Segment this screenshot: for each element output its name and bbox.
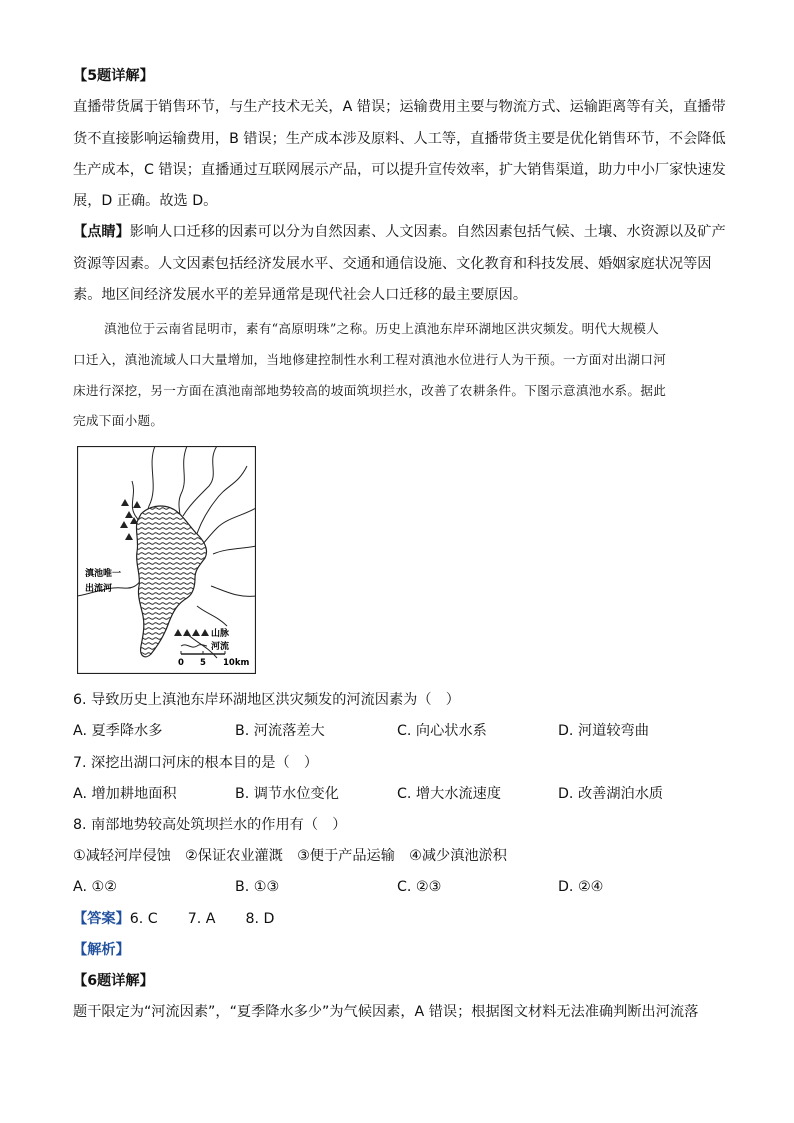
answer-7: 7. A xyxy=(187,911,216,927)
legend-mountain: 山脉 xyxy=(211,629,230,639)
dianchi-water-system-map xyxy=(77,446,256,674)
answer-line xyxy=(73,909,274,929)
q7-stem: 7. 深挖出湖口河床的根本目的是（ ） xyxy=(73,755,319,771)
scale-5: 5 xyxy=(200,658,206,668)
q7-option-c[interactable]: C. 增大水流速度 xyxy=(397,786,502,802)
q8-option-c[interactable]: C. ②③ xyxy=(397,879,442,895)
comment-line-1 xyxy=(73,222,726,242)
legend-river: 河流 xyxy=(211,642,230,652)
q6-stem: 6. 导致历史上滇池东岸环湖地区洪灾频发的河流因素为（ ） xyxy=(73,692,460,708)
section6-line-1: 题干限定为“河流因素”，“夏季降水多少”为气候因素，A 错误；根据图文材料无法准确判断出河流落 xyxy=(73,1004,699,1020)
analysis-label: 【解析】 xyxy=(73,942,130,958)
q8-option-a[interactable]: A. ①② xyxy=(73,879,117,895)
q6-option-d[interactable]: D. 河道较弯曲 xyxy=(558,723,649,739)
q6-option-a[interactable]: A. 夏季降水多 xyxy=(73,723,163,739)
section5-line-2: 货不直接影响运输费用，B 错误；生产成本涉及原料、人工等，直播带货主要是优化销售环节，不会降低 xyxy=(73,131,726,147)
comment-line-2: 资源等因素。人文因素包括经济发展水平、交通和通信设施、文化教育和科技发展、婚姻家庭状况等因 xyxy=(73,256,712,272)
passage-line-1: 滇池位于云南省昆明市，素有“高原明珠”之称。历史上滇池东岸环湖地区洪灾频发。明代大规模人 xyxy=(104,321,660,336)
q6-option-b[interactable]: B. 河流落差大 xyxy=(235,723,325,739)
outlet-label-1: 滇池唯一 xyxy=(85,569,122,579)
comment-label: 【点睛】 xyxy=(73,224,130,240)
q7-option-d[interactable]: D. 改善湖泊水质 xyxy=(558,786,664,802)
answer-label: 【答案】 xyxy=(73,911,130,927)
answer-8: 8. D xyxy=(245,911,275,927)
section5-line-3: 生产成本，C 错误；直播通过互联网展示产品，可以提升宣传效率，扩大销售渠道，助力中小厂家快速发 xyxy=(73,162,726,178)
answer-6: 6. C xyxy=(129,911,158,927)
q7-option-a[interactable]: A. 增加耕地面积 xyxy=(73,786,177,802)
comment-text-1: 影响人口迁移的因素可以分为自然因素、人文因素。自然因素包括气候、土壤、水资源以及矿产 xyxy=(129,224,726,240)
section5-header: 【5题详解】 xyxy=(73,68,154,84)
q6-option-c[interactable]: C. 向心状水系 xyxy=(397,723,487,739)
outlet-label-2: 出流河 xyxy=(85,584,113,594)
q7-option-b[interactable]: B. 调节水位变化 xyxy=(235,786,339,802)
comment-line-3: 素。地区间经济发展水平的差异通常是现代社会人口迁移的最主要原因。 xyxy=(73,287,528,303)
q8-statements: ①减轻河岸侵蚀 ②保证农业灌溉 ③便于产品运输 ④减少滇池淤积 xyxy=(73,848,507,864)
q8-option-b[interactable]: B. ①③ xyxy=(235,879,280,895)
scale-0: 0 xyxy=(178,658,184,668)
passage-line-4: 完成下面小题。 xyxy=(73,413,164,428)
passage-line-3: 床进行深挖，另一方面在滇池南部地势较高的坡面筑坝拦水，改善了农耕条件。下图示意滇池水系。据此 xyxy=(73,383,667,398)
section5-line-1: 直播带货属于销售环节，与生产技术无关，A 错误；运输费用主要与物流方式、运输距离等有关，直播带 xyxy=(73,99,726,115)
section6-header: 【6题详解】 xyxy=(73,973,154,989)
scale-10km: 10km xyxy=(223,658,250,668)
q8-stem: 8. 南部地势较高处筑坝拦水的作用有（ ） xyxy=(73,817,347,833)
q8-option-d[interactable]: D. ②④ xyxy=(558,879,604,895)
passage-line-2: 口迁入，滇池流域人口大量增加，当地修建控制性水利工程对滇池水位进行人为干预。一方面对出湖口河 xyxy=(73,352,667,367)
section5-line-4: 展，D 正确。故选 D。 xyxy=(73,193,218,209)
